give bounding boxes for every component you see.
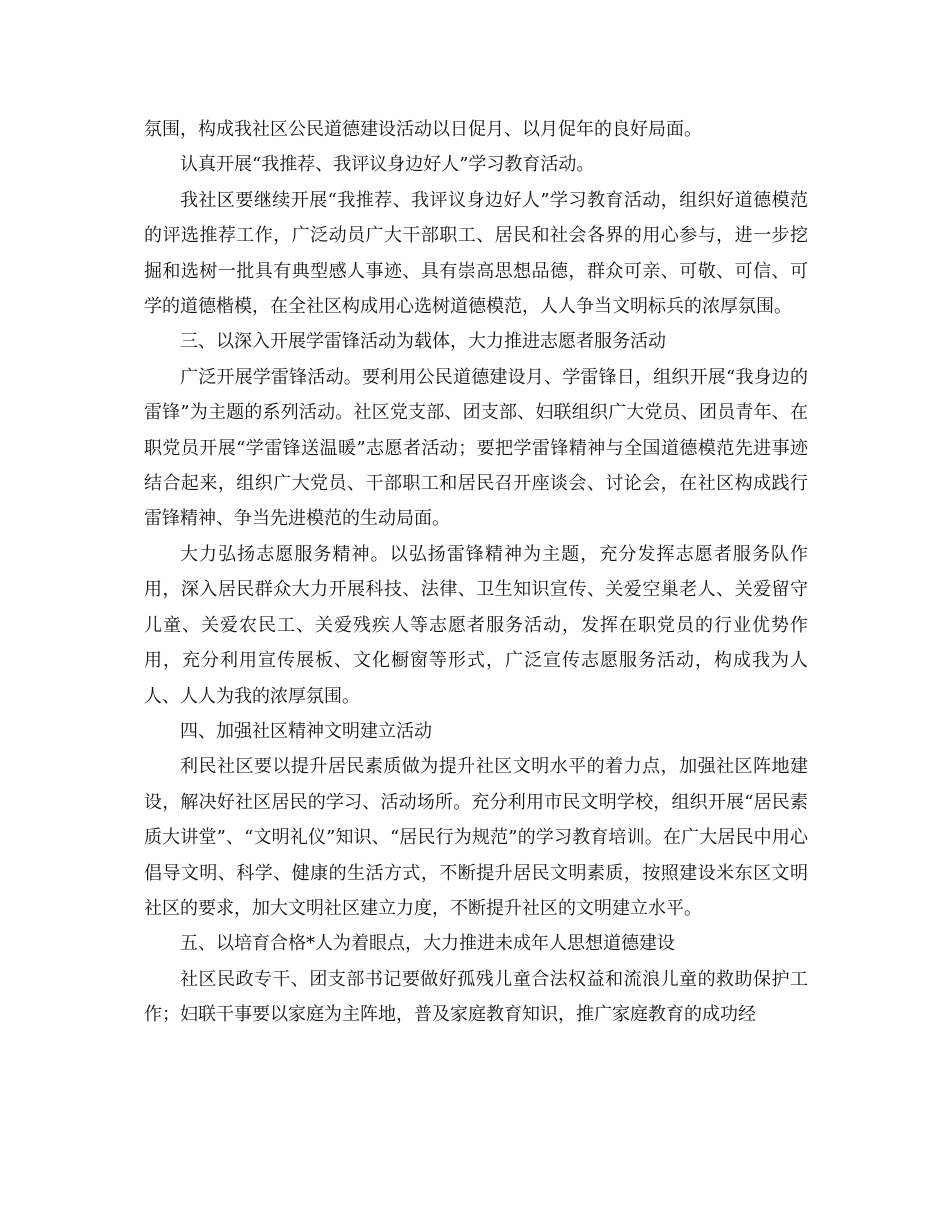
paragraph-1: 氛围，构成我社区公民道德建设活动以日促月、以月促年的良好局面。 (144, 119, 702, 140)
document-body (144, 112, 808, 1033)
section-heading-3: 三、以深入开展学雷锋活动为载体，大力推进志愿者服务活动 (180, 331, 666, 353)
section-heading-4: 四、加强社区精神文明建立活动 (180, 720, 432, 742)
paragraph-3: 我社区要继续开展“我推荐、我评议身边好人”学习教育活动，组织好道德模范的评选推荐工作，广泛动员广大干部职工、居民和社会各界的用心参与，进一步挖掘和选树一批具有典型感人事迹、具有崇高思想品德，群众可亲、可敬、可信、可学的道德楷模，在全社区构成用心选树道德模范，人人争当文明标兵的浓厚氛围。 (144, 189, 808, 318)
paragraph-5: 广泛开展学雷锋活动。要利用公民道德建设月、学雷锋日，组织开展“我身边的雷锋”为主题的系列活动。社区党支部、团支部、妇联组织广大党员、团员青年、在职党员开展“学雷锋送温暖”志愿者活动；要把学雷锋精神与全国道德模范先进事迹结合起来，组织广大党员、干部职工和居民召开座谈会、讨论会，在社区构成践行雷锋精神、争当先进模范的生动局面。 (144, 366, 808, 530)
paragraph-10: 社区民政专干、团支部书记要做好孤残儿童合法权益和流浪儿童的救助保护工作；妇联干事要以家庭为主阵地，普及家庭教育知识，推广家庭教育的成功经 (144, 968, 808, 1026)
paragraph-6: 大力弘扬志愿服务精神。以弘扬雷锋精神为主题，充分发挥志愿者服务队作用，深入居民群众大力开展科技、法律、卫生知识宣传、关爱空巢老人、关爱留守儿童、关爱农民工、关爱残疾人等志愿者服务活动，发挥在职党员的行业优势作用，充分利用宣传展板、文化橱窗等形式，广泛宣传志愿服务活动，构成我为人人、人人为我的浓厚氛围。 (144, 543, 808, 707)
section-heading-5: 五、以培育合格*人为着眼点，大力推进未成年人思想道德建设 (180, 933, 675, 955)
paragraph-8: 利民社区要以提升居民素质做为提升社区文明水平的着力点，加强社区阵地建设，解决好社区居民的学习、活动场所。充分利用市民文明学校，组织开展“居民素质大讲堂”、“文明礼仪”知识、“居民行为规范”的学习教育培训。在广大居民中用心倡导文明、科学、健康的生活方式，不断提升居民文明素质，按照建设米东区文明社区的要求，加大文明社区建立力度，不断提升社区的文明建立水平。 (144, 756, 808, 919)
paragraph-2: 认真开展“我推荐、我评议身边好人”学习教育活动。 (180, 154, 595, 176)
